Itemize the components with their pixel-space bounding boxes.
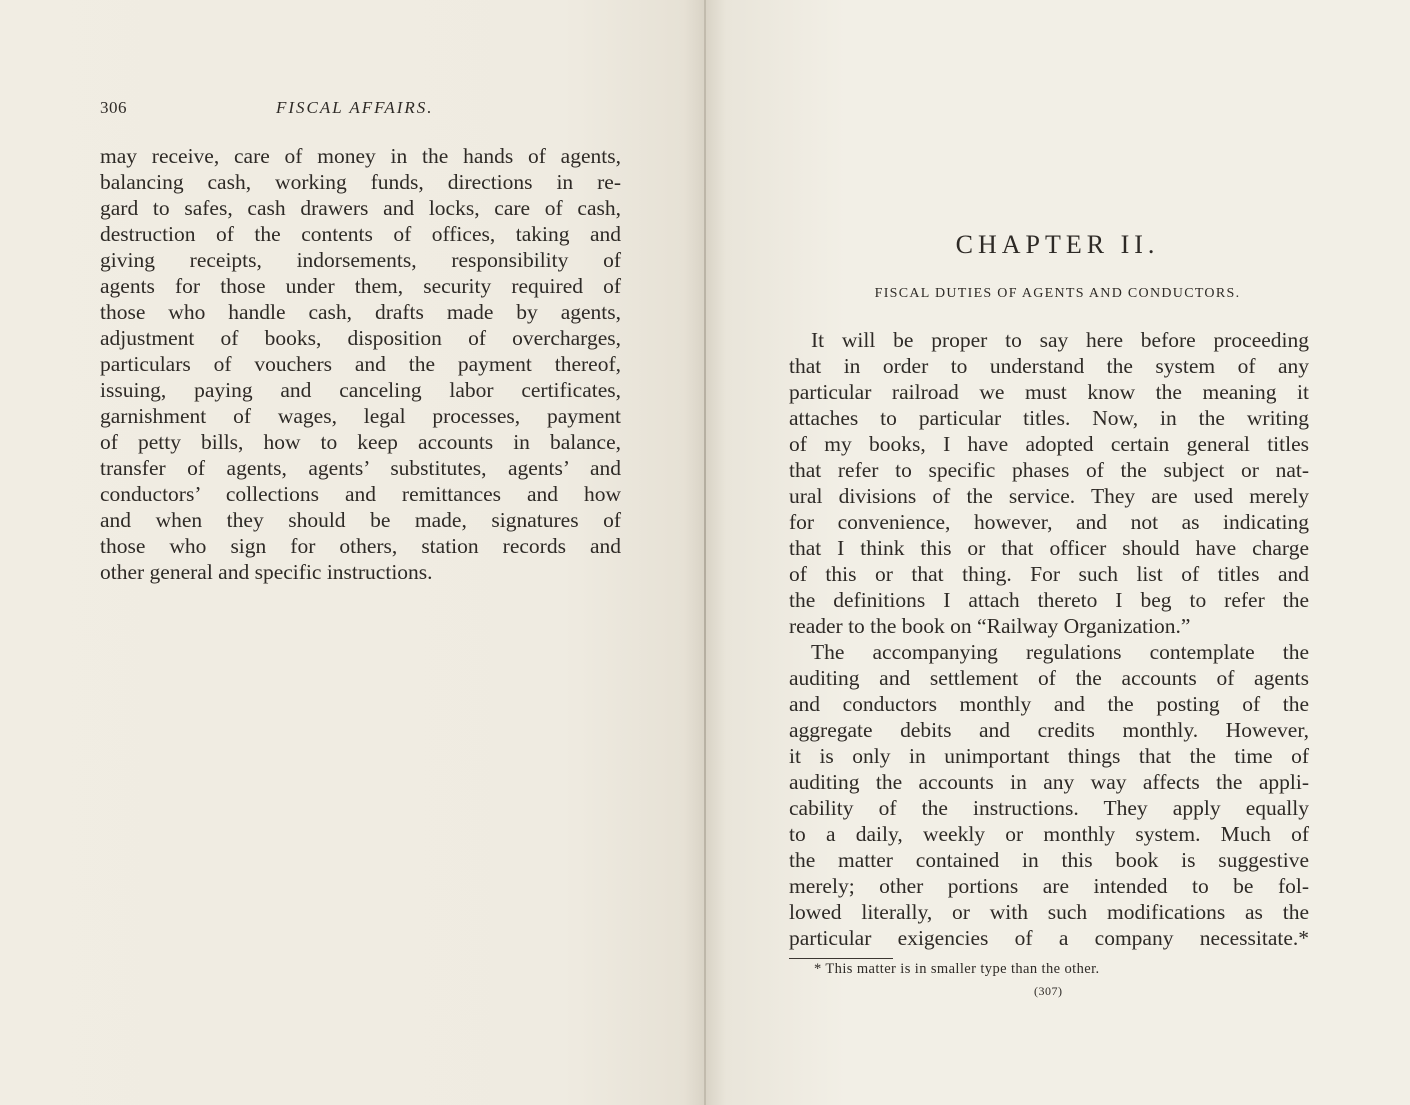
text-line: conductors’ collections and remittances and how bbox=[100, 482, 621, 506]
text-line: to a daily, weekly or monthly system. Much of bbox=[789, 822, 1309, 846]
chapter-title: CHAPTER II. bbox=[955, 230, 1160, 259]
text-line: It will be proper to say here before proceeding bbox=[811, 328, 1309, 352]
text-line: auditing the accounts in any way affects the appli- bbox=[789, 770, 1309, 794]
text-line: that refer to specific phases of the subject or nat- bbox=[789, 458, 1309, 482]
text-line: the definitions I attach thereto I beg to refer the bbox=[789, 588, 1309, 612]
text-line: issuing, paying and canceling labor certificates, bbox=[100, 378, 621, 402]
text-line: destruction of the contents of offices, taking and bbox=[100, 222, 621, 246]
text-line: merely; other portions are intended to be fol- bbox=[789, 874, 1309, 898]
text-line: transfer of agents, agents’ substitutes, agents’ and bbox=[100, 456, 621, 480]
right-body-text bbox=[789, 327, 1309, 951]
text-line: for convenience, however, and not as indicating bbox=[789, 510, 1309, 534]
text-line: particular railroad we must know the meaning it bbox=[789, 380, 1309, 404]
text-line: particulars of vouchers and the payment thereof, bbox=[100, 352, 621, 376]
left-body-text bbox=[100, 143, 621, 585]
text-line: of this or that thing. For such list of titles and bbox=[789, 562, 1309, 586]
text-line: agents for those under them, security required of bbox=[100, 274, 621, 298]
text-line: of petty bills, how to keep accounts in balance, bbox=[100, 430, 621, 454]
text-line: adjustment of books, disposition of overcharges, bbox=[100, 326, 621, 350]
running-head bbox=[100, 98, 620, 122]
text-line: auditing and settlement of the accounts of agents bbox=[789, 666, 1309, 690]
chapter-subtitle: FISCAL DUTIES OF AGENTS AND CONDUCTORS. bbox=[874, 286, 1241, 301]
text-line: giving receipts, indorsements, responsibility of bbox=[100, 248, 621, 272]
text-line: aggregate debits and credits monthly. However, bbox=[789, 718, 1309, 742]
text-line: that I think this or that officer should have charge bbox=[789, 536, 1309, 560]
page-number-left: 306 bbox=[100, 98, 127, 117]
text-line: reader to the book on “Railway Organization.” bbox=[789, 614, 1191, 638]
text-line: gard to safes, cash drawers and locks, care of cash, bbox=[100, 196, 621, 220]
text-line: balancing cash, working funds, directions in re- bbox=[100, 170, 621, 194]
text-line: lowed literally, or with such modifications as the bbox=[789, 900, 1309, 924]
text-line: and when they should be made, signatures of bbox=[100, 508, 621, 532]
text-line: it is only in unimportant things that the time of bbox=[789, 744, 1309, 768]
text-line: those who handle cash, drafts made by agents, bbox=[100, 300, 621, 324]
footnote-rule bbox=[789, 958, 893, 959]
page-number-right: (307) bbox=[1034, 984, 1063, 998]
text-line: may receive, care of money in the hands of agents, bbox=[100, 144, 621, 168]
footnote: * This matter is in smaller type than the other. bbox=[814, 961, 1100, 977]
text-line: particular exigencies of a company necessitate.* bbox=[789, 926, 1309, 950]
book-gutter bbox=[704, 0, 706, 1105]
text-line: cability of the instructions. They apply equally bbox=[789, 796, 1309, 820]
text-line: ural divisions of the service. They are used merely bbox=[789, 484, 1309, 508]
text-line: of my books, I have adopted certain general titles bbox=[789, 432, 1309, 456]
text-line: and conductors monthly and the posting of the bbox=[789, 692, 1309, 716]
text-line: the matter contained in this book is suggestive bbox=[789, 848, 1309, 872]
text-line: The accompanying regulations contemplate the bbox=[811, 640, 1309, 664]
text-line: attaches to particular titles. Now, in the writing bbox=[789, 406, 1309, 430]
text-line: those who sign for others, station records and bbox=[100, 534, 621, 558]
text-line: garnishment of wages, legal processes, payment bbox=[100, 404, 621, 428]
running-title: FISCAL AFFAIRS. bbox=[276, 98, 434, 117]
text-line: other general and specific instructions. bbox=[100, 560, 433, 584]
text-line: that in order to understand the system of any bbox=[789, 354, 1309, 378]
